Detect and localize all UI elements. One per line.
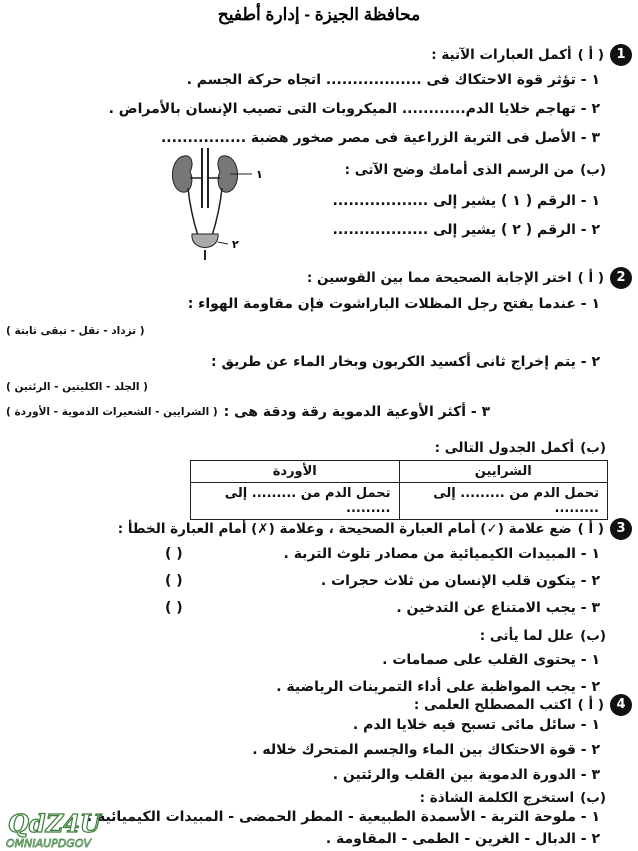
table-row	[191, 483, 608, 520]
q2-a-item-3-options: ( الشرايين - الشعيرات الدموية - الأوردة )	[6, 406, 218, 418]
q3-part-a-heading: ضع علامة (✓) أمام العبارة الصحيحة ، وعلامة (✗) أمام العبارة الخطأ :	[117, 521, 572, 537]
q4-number-badge: 4	[610, 694, 632, 716]
q3-number-badge: 3	[610, 518, 632, 540]
figure-label-2: ٢	[232, 238, 239, 251]
q2-part-a-heading: اختر الإجابة الصحيحة مما بين القوسين :	[306, 270, 572, 286]
page-title: محافظة الجيزة - إدارة أطفيح	[217, 5, 421, 24]
q2-a-item-1-options: ( تزداد - تقل - تبقى ثابتة )	[6, 325, 145, 337]
q4-part-a-heading: اكتب المصطلح العلمى :	[413, 697, 572, 713]
q1-number-badge: 1	[610, 44, 632, 66]
q1-part-b-label: (ب)	[580, 162, 606, 178]
logo-top-text: QdZ4U	[8, 809, 101, 838]
q3-b-item-1: ١ - يحتوى القلب على صمامات .	[382, 652, 600, 668]
urinary-system-figure	[160, 148, 270, 268]
answer-box-2[interactable]: ( )	[165, 573, 183, 589]
q1-header	[431, 44, 632, 66]
table-header-row	[191, 461, 608, 483]
q2-part-b-heading: أكمل الجدول التالى :	[434, 440, 575, 456]
q1-part-a-heading: أكمل العبارات الآتية :	[431, 47, 572, 63]
q3-part-b-header	[480, 628, 606, 644]
q4-part-b-label: (ب)	[580, 790, 606, 806]
site-logo	[4, 806, 134, 850]
figure-label-1: ١	[256, 168, 263, 181]
q1-b-item-2: ٢ - الرقم ( ٢ ) يشير إلى ..................	[332, 222, 600, 238]
table-cell-arteries: تحمل الدم من ......... إلى .........	[399, 483, 608, 520]
page-header	[0, 0, 638, 34]
q4-b-item-2: ٢ - الدبال - الغرين - الطمى - المقاومة .	[325, 831, 600, 847]
q4-a-item-1: ١ - سائل مائى تسبح فيه خلايا الدم .	[352, 717, 600, 733]
q2-part-a-label: ( أ )	[577, 270, 604, 286]
q2-part-b-header	[435, 440, 606, 456]
q4-part-b-heading: استخرج الكلمة الشاذة :	[419, 790, 575, 806]
q1-a-item-3: ٣ - الأصل فى التربة الزراعية فى مصر صخور هضبة ................	[160, 130, 600, 146]
q4-part-b-header	[420, 790, 606, 806]
blood-vessels-table	[190, 460, 608, 520]
q3-part-a-label: ( أ )	[577, 521, 604, 537]
q2-a-item-3: ٣ - أكثر الأوعية الدموية رقة ودقة هى :	[223, 404, 491, 420]
q3-a-item-3: ٣ - يجب الامتناع عن التدخين .	[396, 600, 600, 616]
answer-box-1[interactable]: ( )	[165, 546, 183, 562]
q3-part-b-label: (ب)	[580, 628, 606, 644]
q2-a-item-1: ١ - عندما يفتح رجل المظلات الباراشوت فإن مقاومة الهواء :	[187, 296, 600, 312]
q1-part-a-label: ( أ )	[577, 47, 604, 63]
q2-part-b-label: (ب)	[580, 440, 606, 456]
q1-a-item-2: ٢ - تهاجم خلايا الدم............ الميكروبات التى تصيب الإنسان بالأمراض .	[108, 101, 600, 117]
logo-bottom-text: OMNIAUPDGOV	[6, 837, 92, 850]
q4-a-item-3: ٣ - الدورة الدموية بين القلب والرئتين .	[332, 767, 600, 783]
q2-a-item-2-options: ( الجلد - الكليتين - الرئتين )	[6, 381, 148, 393]
q1-part-b-header	[345, 162, 606, 178]
q3-a-item-1: ١ - المبيدات الكيميائية من مصادر تلوث التربة .	[283, 546, 600, 562]
q3-b-item-2: ٢ - يجب المواظبة على أداء التمرينات الرياضية .	[276, 679, 600, 695]
table-cell-veins: تحمل الدم من ......... إلى .........	[191, 483, 400, 520]
q3-header	[118, 518, 632, 540]
q2-number-badge: 2	[610, 267, 632, 289]
q2-a-item-3-row	[6, 404, 490, 420]
q4-header	[414, 694, 632, 716]
q3-part-b-heading: علل لما يأتى :	[479, 628, 575, 644]
table-header-arteries: الشرايين	[399, 461, 608, 483]
q4-a-item-2: ٢ - قوة الاحتكاك بين الماء والجسم المتحرك خلاله .	[252, 742, 600, 758]
answer-box-3[interactable]: ( )	[165, 600, 183, 616]
q3-a-item-2: ٢ - يتكون قلب الإنسان من ثلاث حجرات .	[320, 573, 600, 589]
q2-header	[307, 267, 632, 289]
q2-a-item-2: ٢ - يتم إخراج ثانى أكسيد الكربون وبخار الماء عن طريق :	[211, 354, 600, 370]
q1-b-item-1: ١ - الرقم ( ١ ) يشير إلى ..................	[332, 193, 600, 209]
q1-part-b-heading: من الرسم الذى أمامك وضح الآتى :	[344, 162, 575, 178]
q4-b-item-1: ١ - ملوحة التربة - الأسمدة الطبيعية - المطر الحمضى - المبيدات الكيميائية .	[86, 809, 600, 825]
q4-part-a-label: ( أ )	[577, 697, 604, 713]
q1-a-item-1: ١ - تؤثر قوة الاحتكاك فى .................. اتجاه حركة الجسم .	[186, 72, 600, 88]
table-header-veins: الأوردة	[191, 461, 400, 483]
